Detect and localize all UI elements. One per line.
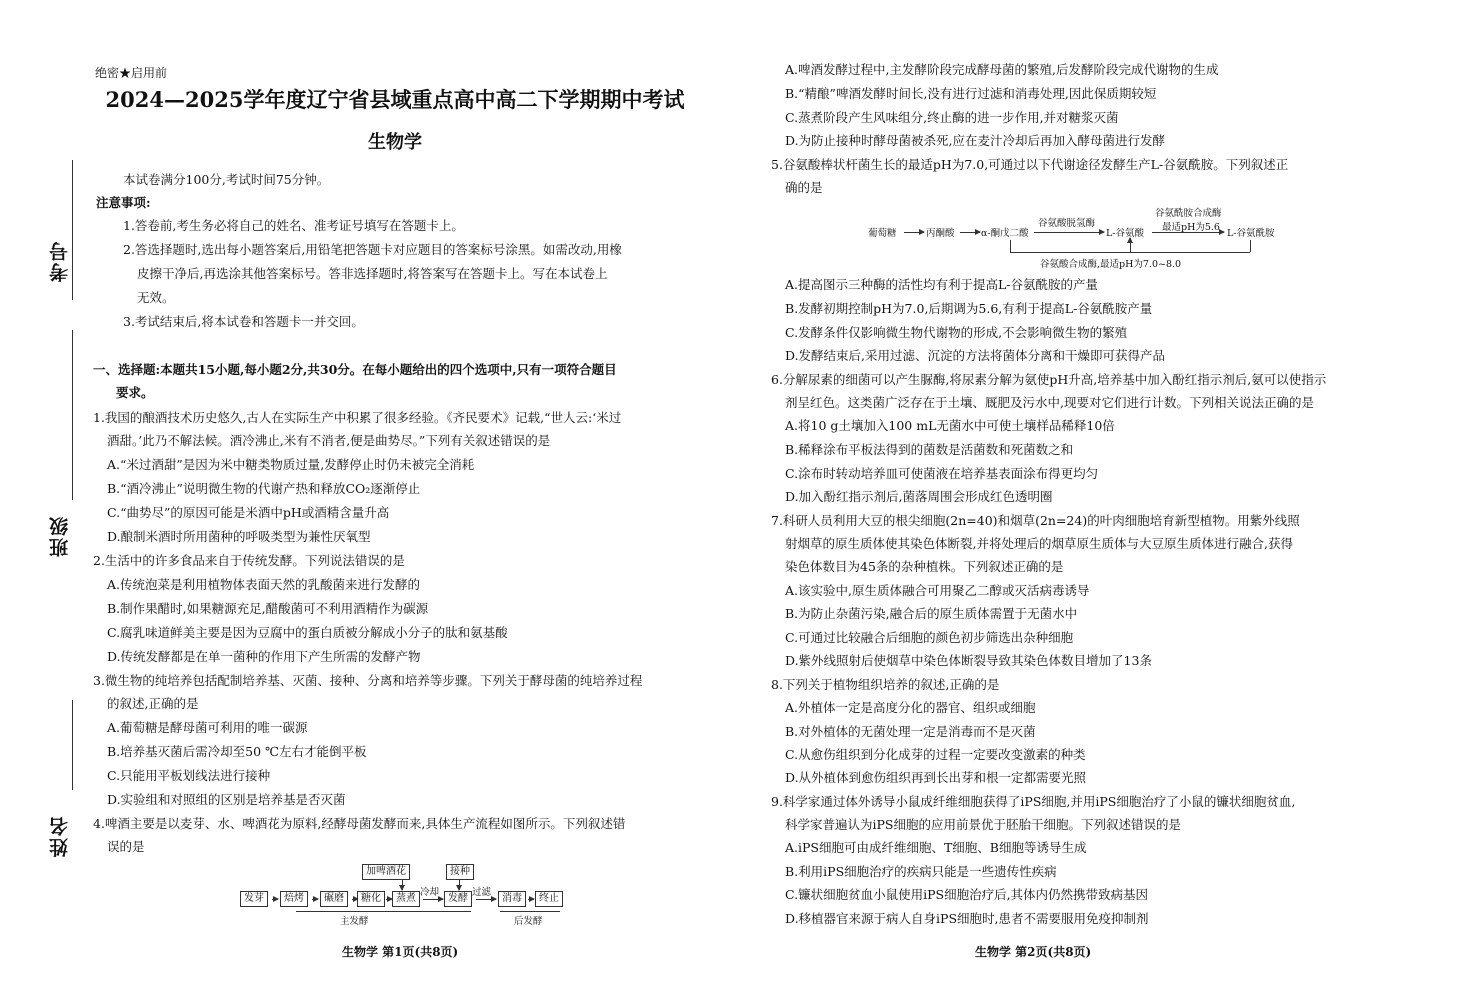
exam-title: 2024—2025学年度辽宁省县域重点高中高二下学期期中考试: [105, 87, 685, 112]
binding-sidebar: [0, 0, 85, 1006]
q6-stem-cont: 剂呈红色。这类菌广泛存在于土壤、厩肥及污水中,现要对它们进行计数。下列相关说法正确的是: [785, 395, 1314, 410]
q5-option-d: D.发酵结束后,采用过滤、沉淀的方法将菌体分离和干燥即可获得产品: [785, 348, 1166, 363]
arrow: [272, 899, 278, 900]
note-1: 1.答卷前,考生务必将自己的姓名、准考证号填写在答题卡上。: [123, 218, 464, 233]
cool-label: 冷却: [420, 887, 440, 898]
step-fermentation: 发酵: [444, 891, 472, 907]
q9-option-c: C.镰状细胞贫血小鼠使用iPS细胞治疗后,其体内仍然携带致病基因: [785, 887, 1149, 902]
q5-stem-cont: 确的是: [785, 180, 823, 195]
intro-text: 本试卷满分100分,考试时间75分钟。: [123, 172, 330, 187]
glu-label: L-谷氨酸: [1106, 228, 1145, 239]
q8-stem: 8.下列关于植物组织培养的叙述,正确的是: [771, 677, 1000, 692]
step-boiling: 蒸煮: [392, 891, 420, 907]
q1-option-c: C.“曲势尽”的原因可能是米酒中pH或酒精含量升高: [107, 505, 390, 520]
q5-stem: 5.谷氨酸棒状杆菌生长的最适pH为7.0,可通过以下代谢途径发酵生产L-谷氨酰胺。下列叙述正: [771, 157, 1289, 172]
q9-option-b: B.利用iPS细胞治疗的疾病只能是一些遗传性疾病: [785, 864, 1057, 879]
q8-option-d: D.从外植体到愈伤组织再到长出芽和根一定都需要光照: [785, 770, 1087, 785]
q4-option-c: C.蒸煮阶段产生风味组分,终止酶的进一步作用,并对糖浆灭菌: [785, 110, 1119, 125]
step-termination: 终止: [535, 891, 563, 907]
arrow: [960, 232, 980, 233]
main-ferment-label: 主发酵: [340, 916, 369, 927]
q5-option-c: C.发酵条件仅影响微生物代谢物的形成,不会影响微生物的繁殖: [785, 325, 1128, 340]
gln-label: L-谷氨酰胺: [1227, 228, 1275, 239]
step-roasting: 焙烤: [280, 891, 308, 907]
q1-option-a: A.“米过酒甜”是因为米中糖类物质过量,发酵停止时仍未被完全消耗: [107, 457, 475, 472]
q6-option-b: B.稀释涂布平板法得到的菌数是活菌数和死菌数之和: [785, 442, 1074, 457]
arrow: [528, 899, 534, 900]
enzyme1-label: 谷氨酸脱氢酶: [1038, 218, 1096, 229]
q7-stem: 7.科研人员利用大豆的根尖细胞(2n=40)和烟草(2n=24)的叶肉细胞培育新型植物。用紫外线照: [771, 513, 1300, 528]
exam-no-label: 考号: [49, 240, 71, 282]
inoculate-box: 接种: [446, 864, 474, 880]
q2-option-a: A.传统泡菜是利用植物体表面天然的乳酸菌来进行发酵的: [107, 577, 421, 592]
name-label: 姓名: [49, 815, 71, 857]
post-ferment-label: 后发酵: [514, 916, 543, 927]
q7-stem-cont2: 染色体数目为45条的杂种植株。下列叙述正确的是: [785, 559, 1064, 574]
enzyme3-label: 谷氨酸合成酶,最适pH为7.0~8.0: [1040, 259, 1182, 270]
arrow: [1152, 232, 1224, 233]
q6-option-a: A.将10 g土壤加入100 mL无菌水中可使土壤样品稀释10倍: [785, 418, 1115, 433]
q6-stem: 6.分解尿素的细菌可以产生脲酶,将尿素分解为氨使pH升高,培养基中加入酚红指示剂后,氨可以使指示: [771, 372, 1327, 387]
q3-stem-cont: 的叙述,正确的是: [107, 696, 199, 711]
note-2c: 无效。: [137, 290, 175, 305]
add-hops-box: 加啤酒花: [362, 864, 410, 880]
q9-option-d: D.移植器官来源于病人自身iPS细胞时,患者不需要服用免疫抑制剂: [785, 911, 1149, 926]
q5-option-b: B.发酵初期控制pH为7.0,后期调为5.6,有利于提高L-谷氨酰胺产量: [785, 301, 1153, 316]
note-2b: 皮擦干净后,再选涂其他答案标号。答非选择题时,将答案写在答题卡上。写在本试卷上: [137, 266, 608, 281]
q2-option-b: B.制作果醋时,如果糖源充足,醋酸菌可不利用酒精作为碳源: [107, 601, 429, 616]
q9-option-a: A.iPS细胞可由成纤维细胞、T细胞、B细胞等诱导生成: [785, 840, 1087, 855]
q7-option-d: D.紫外线照射后使烟草中染色体断裂导致其染色体数目增加了13条: [785, 653, 1152, 668]
q3-option-b: B.培养基灭菌后需冷却至50 ℃左右才能倒平板: [107, 744, 367, 759]
q3-option-d: D.实验组和对照组的区别是培养基是否灭菌: [107, 792, 346, 807]
q2-option-d: D.传统发酵都是在单一菌种的作用下产生所需的发酵产物: [107, 649, 421, 664]
q2-stem: 2.生活中的许多食品来自于传统发酵。下列说法错误的是: [93, 553, 405, 568]
q9-stem-cont: 科学家普遍认为iPS细胞的应用前景优于胚胎干细胞。下列叙述错误的是: [785, 817, 1181, 832]
class-label: 班级: [49, 515, 71, 557]
q6-option-c: C.涂布时转动培养皿可使菌液在培养基表面涂布得更均匀: [785, 466, 1099, 481]
arrow: [904, 232, 924, 233]
q7-option-c: C.可通过比较融合后细胞的颜色初步筛选出杂种细胞: [785, 630, 1074, 645]
q4-option-a: A.啤酒发酵过程中,主发酵阶段完成酵母菌的繁殖,后发酵阶段完成代谢物的生成: [785, 62, 1219, 77]
arrow: [423, 899, 443, 900]
q1-stem: 1.我国的酿酒技术历史悠久,古人在实际生产中积累了很多经验。《齐民要术》记载,“世人云:‘米过: [93, 410, 622, 425]
akg-label: α-酮戊二酸: [981, 228, 1029, 239]
glucose-label: 葡萄糖: [868, 228, 897, 239]
q4-option-d: D.为防止接种时酵母菌被杀死,应在麦汁冷却后再加入酵母菌进行发酵: [785, 133, 1166, 148]
feedback-line: [1010, 252, 1250, 253]
note-3: 3.考试结束后,将本试卷和答题卡一并交回。: [123, 314, 364, 329]
post-ferment-bracket: [500, 911, 560, 912]
page-footer-right: 生物学 第2页(共8页): [975, 945, 1092, 959]
arrow: [402, 880, 403, 890]
q1-option-d: D.酿制米酒时所用菌种的呼吸类型为兼性厌氧型: [107, 529, 371, 544]
q2-option-c: C.腐乳味道鲜美主要是因为豆腐中的蛋白质被分解成小分子的肽和氨基酸: [107, 625, 508, 640]
section-heading-cont: 要求。: [116, 385, 154, 400]
feedback-line: [1010, 240, 1011, 252]
q7-option-a: A.该实验中,原生质体融合可用聚乙二醇或灭活病毒诱导: [785, 583, 1090, 598]
q1-option-b: B.“酒冷沸止”说明微生物的代谢产热和释放CO₂逐渐停止: [107, 481, 421, 496]
enzyme2-label: 谷氨酰胺合成酶: [1155, 208, 1222, 219]
q3-stem: 3.微生物的纯培养包括配制培养基、灭菌、接种、分离和培养等步骤。下列关于酵母菌的纯培养过程: [93, 673, 643, 688]
notes-heading: 注意事项:: [96, 195, 151, 210]
page-footer-left: 生物学 第1页(共8页): [342, 945, 459, 959]
arrow: [1034, 232, 1104, 233]
q7-option-b: B.为防止杂菌污染,融合后的原生质体需置于无菌水中: [785, 606, 1078, 621]
note-2a: 2.答选择题时,选出每小题答案后,用铅笔把答题卡对应题目的答案标号涂黑。如需改动,用橡: [123, 242, 622, 257]
main-ferment-bracket: [296, 911, 471, 912]
class-field[interactable]: [72, 700, 73, 790]
q4-option-b: B.“精酿”啤酒发酵时间长,没有进行过滤和消毒处理,因此保质期较短: [785, 86, 1157, 101]
pyruvate-label: 丙酮酸: [926, 228, 955, 239]
q3-option-c: C.只能用平板划线法进行接种: [107, 768, 271, 783]
q5-option-a: A.提高图示三种酶的活性均有利于提高L-谷氨酰胺的产量: [785, 277, 1099, 292]
q1-stem-cont: 酒甜。’此乃不解法候。酒冷沸止,米有不消者,便是曲势尽。”下列有关叙述错误的是: [107, 433, 551, 448]
arrow: [476, 899, 496, 900]
q8-option-b: B.对外植体的无菌处理一定是消毒而不是灭菌: [785, 724, 1036, 739]
filter-label: 过滤: [472, 887, 492, 898]
step-milling: 碾磨: [320, 891, 348, 907]
q4-stem: 4.啤酒主要是以麦芽、水、啤酒花为原料,经酵母菌发酵而来,具体生产流程如图所示。下列叙述错: [93, 816, 626, 831]
arrow: [459, 880, 460, 890]
ph-56-label: 最适pH为5.6: [1162, 222, 1220, 233]
step-saccharification: 糖化: [357, 891, 385, 907]
q8-option-a: A.外植体一定是高度分化的器官、组织或细胞: [785, 700, 1036, 715]
q6-option-d: D.加入酚红指示剂后,菌落周围会形成红色透明圈: [785, 489, 1053, 504]
step-germination: 发芽: [240, 891, 268, 907]
q3-option-a: A.葡萄糖是酵母菌可利用的唯一碳源: [107, 720, 308, 735]
arrow: [312, 899, 318, 900]
secret-mark: 绝密★启用前: [95, 66, 168, 80]
subject-title: 生物学: [368, 132, 422, 153]
step-disinfection: 消毒: [498, 891, 526, 907]
q8-option-c: C.从愈伤组织到分化成芽的过程一定要改变激素的种类: [785, 747, 1086, 762]
section-heading: 一、选择题:本题共15小题,每小题2分,共30分。在每小题给出的四个选项中,只有一项符合题目: [93, 362, 617, 377]
q9-stem: 9.科学家通过体外诱导小鼠成纤维细胞获得了iPS细胞,并用iPS细胞治疗了小鼠的镰状细胞贫血,: [771, 794, 1296, 809]
q4-stem-cont: 误的是: [107, 839, 145, 854]
q7-stem-cont: 射烟草的原生质体使其染色体断裂,并将处理后的烟草原生质体与大豆原生质体进行融合,获得: [785, 536, 1293, 551]
arrow: [1130, 238, 1131, 252]
divider: [72, 430, 73, 500]
feedback-line: [1250, 240, 1251, 252]
